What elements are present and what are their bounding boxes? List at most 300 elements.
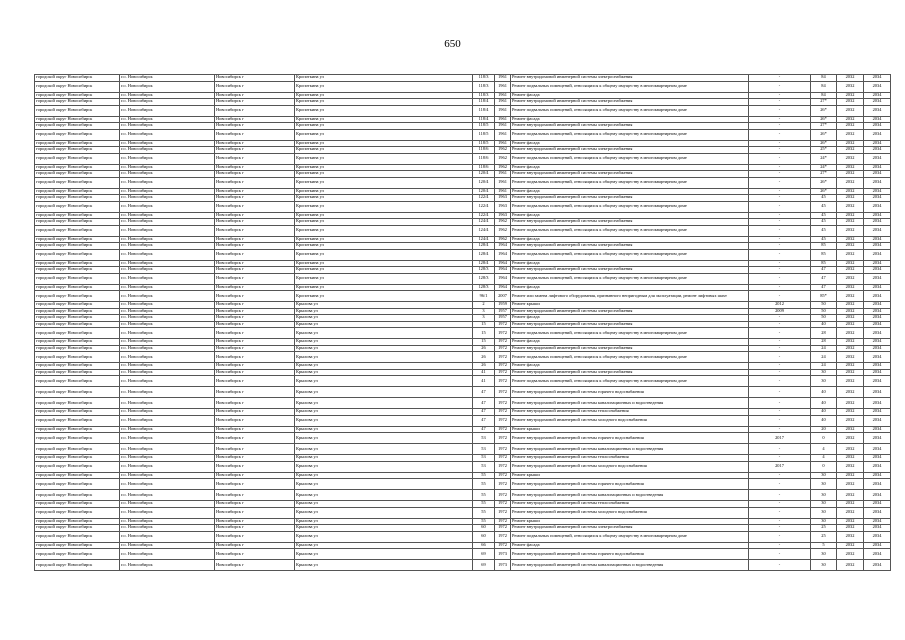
work-type-cell: Ремонт внутридомовой инженерной системы теплоснабжения [511,501,749,508]
locality-cell: Новосибирск г [215,267,295,274]
street-cell: Крылова ул [295,542,473,549]
last-repair-year-cell: - [749,153,811,164]
street-cell: Крылова ул [295,409,473,416]
wear-percent-cell: 45 [811,236,837,243]
last-repair-year-cell: - [749,92,811,99]
street-cell: Крылова ул [295,328,473,339]
table-row [35,225,891,236]
street-cell: Крылова ул [295,531,473,542]
municipality-cell: г.о. Новосибирск [120,267,215,274]
plan-start-cell: 2032 [837,321,864,328]
locality-cell: Новосибирск г [215,302,295,309]
wear-percent-cell: 25 [811,531,837,542]
street-cell: Кропоткина ул [295,284,473,291]
year-built-cell: 1972 [495,490,511,501]
work-type-cell: Ремонт крыши [511,426,749,433]
year-built-cell: 1961 [495,99,511,106]
wear-percent-cell: 4 [811,455,837,462]
year-built-cell: 1962 [495,219,511,226]
municipality-cell: г.о. Новосибирск [120,426,215,433]
house-number-cell: 47 [473,398,495,409]
house-number-cell: 128/3 [473,273,495,284]
year-built-cell: 1972 [495,531,511,542]
last-repair-year-cell: 2009 [749,308,811,315]
work-type-cell: Ремонт внутридомовой инженерной системы канализационных и водоотведения [511,560,749,571]
street-cell: Крылова ул [295,321,473,328]
street-cell: Кропоткина ул [295,147,473,154]
municipality-cell: г.о. Новосибирск [120,461,215,472]
house-number-cell: 118/4 [473,105,495,116]
district-cell: городской округ Новосибирск [35,81,120,92]
plan-start-cell: 2032 [837,398,864,409]
work-type-cell: Ремонт крыши [511,302,749,309]
locality-cell: Новосибирск г [215,81,295,92]
house-number-cell: 69 [473,549,495,560]
plan-end-cell: 2034 [864,201,891,212]
last-repair-year-cell: - [749,225,811,236]
district-cell: городской округ Новосибирск [35,376,120,387]
municipality-cell: г.о. Новосибирск [120,284,215,291]
table-row [35,328,891,339]
plan-end-cell: 2034 [864,315,891,322]
wear-percent-cell: 26* [811,105,837,116]
municipality-cell: г.о. Новосибирск [120,195,215,202]
street-cell: Кропоткина ул [295,260,473,267]
year-built-cell: 1972 [495,461,511,472]
district-cell: городской округ Новосибирск [35,243,120,250]
last-repair-year-cell: - [749,81,811,92]
municipality-cell: г.о. Новосибирск [120,339,215,346]
work-type-cell: Ремонт фасада [511,212,749,219]
year-built-cell: 1972 [495,542,511,549]
work-type-cell: Ремонт фасада [511,339,749,346]
district-cell: городской округ Новосибирск [35,291,120,302]
work-type-cell: Ремонт внутридомовой инженерной системы канализационных и водоотведения [511,398,749,409]
year-built-cell: 1964 [495,267,511,274]
plan-start-cell: 2032 [837,153,864,164]
year-built-cell: 1972 [495,415,511,426]
wear-percent-cell: 30 [811,472,837,479]
street-cell: Крылова ул [295,363,473,370]
house-number-cell: 120/4 [473,188,495,195]
year-built-cell: 1972 [495,398,511,409]
house-number-cell: 66 [473,542,495,549]
municipality-cell: г.о. Новосибирск [120,415,215,426]
house-number-cell: 47 [473,426,495,433]
last-repair-year-cell: - [749,444,811,455]
work-type-cell: Ремонт подвальных помещений, относящихся к общему имуществу в многоквартирном доме [511,201,749,212]
house-number-cell: 55 [473,479,495,490]
last-repair-year-cell: - [749,273,811,284]
plan-start-cell: 2032 [837,164,864,171]
table-row [35,352,891,363]
district-cell: городской округ Новосибирск [35,549,120,560]
last-repair-year-cell: - [749,260,811,267]
table-row [35,415,891,426]
table-row [35,105,891,116]
house-number-cell: 118/5 [473,140,495,147]
year-built-cell: 1961 [495,188,511,195]
district-cell: городской округ Новосибирск [35,267,120,274]
municipality-cell: г.о. Новосибирск [120,302,215,309]
district-cell: городской округ Новосибирск [35,171,120,178]
municipality-cell: г.о. Новосибирск [120,99,215,106]
locality-cell: Новосибирск г [215,315,295,322]
district-cell: городской округ Новосибирск [35,116,120,123]
street-cell: Кропоткина ул [295,75,473,82]
plan-end-cell: 2034 [864,363,891,370]
locality-cell: Новосибирск г [215,426,295,433]
year-built-cell: 1961 [495,81,511,92]
last-repair-year-cell: - [749,75,811,82]
last-repair-year-cell: 2017 [749,433,811,444]
plan-start-cell: 2032 [837,140,864,147]
locality-cell: Новосибирск г [215,531,295,542]
last-repair-year-cell: - [749,171,811,178]
year-built-cell: 1964 [495,243,511,250]
plan-start-cell: 2032 [837,267,864,274]
locality-cell: Новосибирск г [215,171,295,178]
year-built-cell: 1962 [495,225,511,236]
last-repair-year-cell: - [749,164,811,171]
locality-cell: Новосибирск г [215,518,295,525]
last-repair-year-cell: - [749,531,811,542]
last-repair-year-cell: - [749,201,811,212]
locality-cell: Новосибирск г [215,433,295,444]
municipality-cell: г.о. Новосибирск [120,260,215,267]
work-type-cell: Ремонт внутридомовой инженерной системы горячего водоснабжения [511,387,749,398]
street-cell: Крылова ул [295,426,473,433]
district-cell: городской округ Новосибирск [35,129,120,140]
plan-end-cell: 2034 [864,369,891,376]
plan-end-cell: 2034 [864,490,891,501]
year-built-cell: 1961 [495,105,511,116]
wear-percent-cell: 40 [811,387,837,398]
municipality-cell: г.о. Новосибирск [120,531,215,542]
wear-percent-cell: 84 [811,81,837,92]
plan-end-cell: 2034 [864,321,891,328]
locality-cell: Новосибирск г [215,415,295,426]
plan-end-cell: 2034 [864,81,891,92]
locality-cell: Новосибирск г [215,308,295,315]
house-number-cell: 128/4 [473,249,495,260]
plan-end-cell: 2034 [864,140,891,147]
work-type-cell: Ремонт крыши [511,518,749,525]
district-cell: городской округ Новосибирск [35,99,120,106]
year-built-cell: 1961 [495,123,511,130]
plan-end-cell: 2034 [864,123,891,130]
plan-end-cell: 2034 [864,249,891,260]
municipality-cell: г.о. Новосибирск [120,81,215,92]
municipality-cell: г.о. Новосибирск [120,352,215,363]
house-number-cell: 3 [473,315,495,322]
plan-end-cell: 2034 [864,560,891,571]
municipality-cell: г.о. Новосибирск [120,129,215,140]
municipality-cell: г.о. Новосибирск [120,490,215,501]
plan-end-cell: 2034 [864,291,891,302]
locality-cell: Новосибирск г [215,328,295,339]
street-cell: Крылова ул [295,415,473,426]
municipality-cell: г.о. Новосибирск [120,444,215,455]
wear-percent-cell: 50 [811,308,837,315]
house-number-cell: 15 [473,321,495,328]
district-cell: городской округ Новосибирск [35,455,120,462]
municipality-cell: г.о. Новосибирск [120,518,215,525]
plan-start-cell: 2032 [837,147,864,154]
work-type-cell: Ремонт внутридомовой инженерной системы электроснабжения [511,525,749,532]
table-row [35,201,891,212]
work-type-cell: Ремонт крыши [511,472,749,479]
year-built-cell: 1972 [495,352,511,363]
plan-end-cell: 2034 [864,99,891,106]
last-repair-year-cell: - [749,501,811,508]
last-repair-year-cell: 2012 [749,302,811,309]
plan-end-cell: 2034 [864,455,891,462]
table-row [35,291,891,302]
municipality-cell: г.о. Новосибирск [120,116,215,123]
municipality-cell: г.о. Новосибирск [120,105,215,116]
wear-percent-cell: 24 [811,345,837,352]
work-type-cell: Ремонт фасада [511,236,749,243]
district-cell: городской округ Новосибирск [35,426,120,433]
last-repair-year-cell: - [749,129,811,140]
house-number-cell: 118/4 [473,99,495,106]
work-type-cell: Ремонт фасада [511,164,749,171]
wear-percent-cell: 30 [811,376,837,387]
last-repair-year-cell: - [749,376,811,387]
wear-percent-cell: 30 [811,507,837,518]
plan-end-cell: 2034 [864,415,891,426]
year-built-cell: 1961 [495,92,511,99]
plan-end-cell: 2034 [864,153,891,164]
wear-percent-cell: 0 [811,433,837,444]
last-repair-year-cell: - [749,542,811,549]
house-number-cell: 55 [473,490,495,501]
plan-start-cell: 2032 [837,560,864,571]
table-row [35,433,891,444]
locality-cell: Новосибирск г [215,284,295,291]
street-cell: Кропоткина ул [295,212,473,219]
district-cell: городской округ Новосибирск [35,444,120,455]
locality-cell: Новосибирск г [215,321,295,328]
locality-cell: Новосибирск г [215,249,295,260]
plan-end-cell: 2034 [864,409,891,416]
locality-cell: Новосибирск г [215,201,295,212]
municipality-cell: г.о. Новосибирск [120,525,215,532]
year-built-cell: 1972 [495,426,511,433]
district-cell: городской округ Новосибирск [35,387,120,398]
plan-start-cell: 2032 [837,219,864,226]
street-cell: Кропоткина ул [295,243,473,250]
table-row [35,531,891,542]
plan-start-cell: 2032 [837,273,864,284]
municipality-cell: г.о. Новосибирск [120,171,215,178]
table-row [35,490,891,501]
municipality-cell: г.о. Новосибирск [120,153,215,164]
street-cell: Крылова ул [295,433,473,444]
street-cell: Кропоткина ул [295,105,473,116]
plan-end-cell: 2034 [864,518,891,525]
last-repair-year-cell: - [749,219,811,226]
work-type-cell: Ремонт фасада [511,542,749,549]
street-cell: Кропоткина ул [295,267,473,274]
street-cell: Крылова ул [295,479,473,490]
work-type-cell: Ремонт внутридомовой инженерной системы теплоснабжения [511,409,749,416]
plan-end-cell: 2034 [864,339,891,346]
work-type-cell: Ремонт внутридомовой инженерной системы горячего водоснабжения [511,479,749,490]
plan-start-cell: 2032 [837,171,864,178]
street-cell: Кропоткина ул [295,225,473,236]
house-number-cell: 122/4 [473,195,495,202]
municipality-cell: г.о. Новосибирск [120,542,215,549]
locality-cell: Новосибирск г [215,291,295,302]
plan-end-cell: 2034 [864,147,891,154]
work-type-cell: Ремонт подвальных помещений, относящихся к общему имуществу в многоквартирном доме [511,352,749,363]
locality-cell: Новосибирск г [215,225,295,236]
plan-end-cell: 2034 [864,75,891,82]
house-number-cell: 60 [473,531,495,542]
locality-cell: Новосибирск г [215,116,295,123]
locality-cell: Новосибирск г [215,212,295,219]
year-built-cell: 1972 [495,339,511,346]
wear-percent-cell: 24* [811,164,837,171]
plan-start-cell: 2032 [837,236,864,243]
plan-start-cell: 2032 [837,315,864,322]
street-cell: Крылова ул [295,345,473,352]
year-built-cell: 1972 [495,376,511,387]
street-cell: Кропоткина ул [295,195,473,202]
district-cell: городской округ Новосибирск [35,398,120,409]
wear-percent-cell: 28 [811,339,837,346]
street-cell: Кропоткина ул [295,81,473,92]
district-cell: городской округ Новосибирск [35,177,120,188]
work-type-cell: Ремонт внутридомовой инженерной системы электроснабжения [511,321,749,328]
municipality-cell: г.о. Новосибирск [120,236,215,243]
district-cell: городской округ Новосибирск [35,339,120,346]
locality-cell: Новосибирск г [215,236,295,243]
house-number-cell: 55 [473,501,495,508]
last-repair-year-cell: - [749,284,811,291]
year-built-cell: 1963 [495,201,511,212]
house-number-cell: 124/4 [473,236,495,243]
plan-start-cell: 2032 [837,188,864,195]
work-type-cell: Ремонт или замена лифтового оборудования, признанного непригодным для эксплуатации, ремонт лифтовых шахт [511,291,749,302]
table-row [35,387,891,398]
work-type-cell: Ремонт внутридомовой инженерной системы холодного водоснабжения [511,507,749,518]
locality-cell: Новосибирск г [215,140,295,147]
plan-start-cell: 2032 [837,249,864,260]
locality-cell: Новосибирск г [215,363,295,370]
year-built-cell: 1972 [495,433,511,444]
district-cell: городской округ Новосибирск [35,75,120,82]
locality-cell: Новосибирск г [215,444,295,455]
locality-cell: Новосибирск г [215,99,295,106]
year-built-cell: 1973 [495,560,511,571]
municipality-cell: г.о. Новосибирск [120,140,215,147]
year-built-cell: 1972 [495,507,511,518]
year-built-cell: 1959 [495,302,511,309]
house-number-cell: 118/3 [473,75,495,82]
house-number-cell: 55 [473,472,495,479]
work-type-cell: Ремонт фасада [511,315,749,322]
municipality-cell: г.о. Новосибирск [120,188,215,195]
plan-start-cell: 2032 [837,433,864,444]
municipality-cell: г.о. Новосибирск [120,291,215,302]
locality-cell: Новосибирск г [215,409,295,416]
plan-start-cell: 2032 [837,472,864,479]
house-number-cell: 120/4 [473,177,495,188]
locality-cell: Новосибирск г [215,507,295,518]
municipality-cell: г.о. Новосибирск [120,177,215,188]
plan-start-cell: 2032 [837,549,864,560]
plan-end-cell: 2034 [864,116,891,123]
municipality-cell: г.о. Новосибирск [120,507,215,518]
year-built-cell: 1961 [495,177,511,188]
locality-cell: Новосибирск г [215,376,295,387]
year-built-cell: 1961 [495,171,511,178]
district-cell: городской округ Новосибирск [35,284,120,291]
district-cell: городской округ Новосибирск [35,525,120,532]
municipality-cell: г.о. Новосибирск [120,549,215,560]
house-number-cell: 2 [473,302,495,309]
wear-percent-cell: 40 [811,398,837,409]
street-cell: Крылова ул [295,490,473,501]
district-cell: городской округ Новосибирск [35,164,120,171]
year-built-cell: 1972 [495,525,511,532]
district-cell: городской округ Новосибирск [35,195,120,202]
locality-cell: Новосибирск г [215,501,295,508]
district-cell: городской округ Новосибирск [35,302,120,309]
wear-percent-cell: 50 [811,315,837,322]
street-cell: Кропоткина ул [295,129,473,140]
house-number-cell: 122/4 [473,201,495,212]
year-built-cell: 1972 [495,479,511,490]
municipality-cell: г.о. Новосибирск [120,75,215,82]
district-cell: городской округ Новосибирск [35,249,120,260]
plan-start-cell: 2032 [837,177,864,188]
plan-start-cell: 2032 [837,507,864,518]
page-number: 650 [444,38,461,50]
district-cell: городской округ Новосибирск [35,212,120,219]
district-cell: городской округ Новосибирск [35,369,120,376]
plan-start-cell: 2032 [837,542,864,549]
plan-start-cell: 2032 [837,525,864,532]
locality-cell: Новосибирск г [215,105,295,116]
house-number-cell: 118/5 [473,123,495,130]
table-row [35,507,891,518]
wear-percent-cell: 30 [811,479,837,490]
work-type-cell: Ремонт внутридомовой инженерной системы электроснабжения [511,267,749,274]
last-repair-year-cell: - [749,455,811,462]
plan-end-cell: 2034 [864,525,891,532]
district-cell: городской округ Новосибирск [35,352,120,363]
street-cell: Крылова ул [295,376,473,387]
municipality-cell: г.о. Новосибирск [120,219,215,226]
municipality-cell: г.о. Новосибирск [120,387,215,398]
year-built-cell: 1964 [495,260,511,267]
last-repair-year-cell: - [749,369,811,376]
street-cell: Кропоткина ул [295,153,473,164]
municipality-cell: г.о. Новосибирск [120,479,215,490]
work-type-cell: Ремонт подвальных помещений, относящихся к общему имуществу в многоквартирном доме [511,105,749,116]
last-repair-year-cell: - [749,339,811,346]
locality-cell: Новосибирск г [215,479,295,490]
street-cell: Кропоткина ул [295,140,473,147]
district-cell: городской округ Новосибирск [35,345,120,352]
street-cell: Кропоткина ул [295,273,473,284]
wear-percent-cell: 30 [811,501,837,508]
street-cell: Кропоткина ул [295,249,473,260]
